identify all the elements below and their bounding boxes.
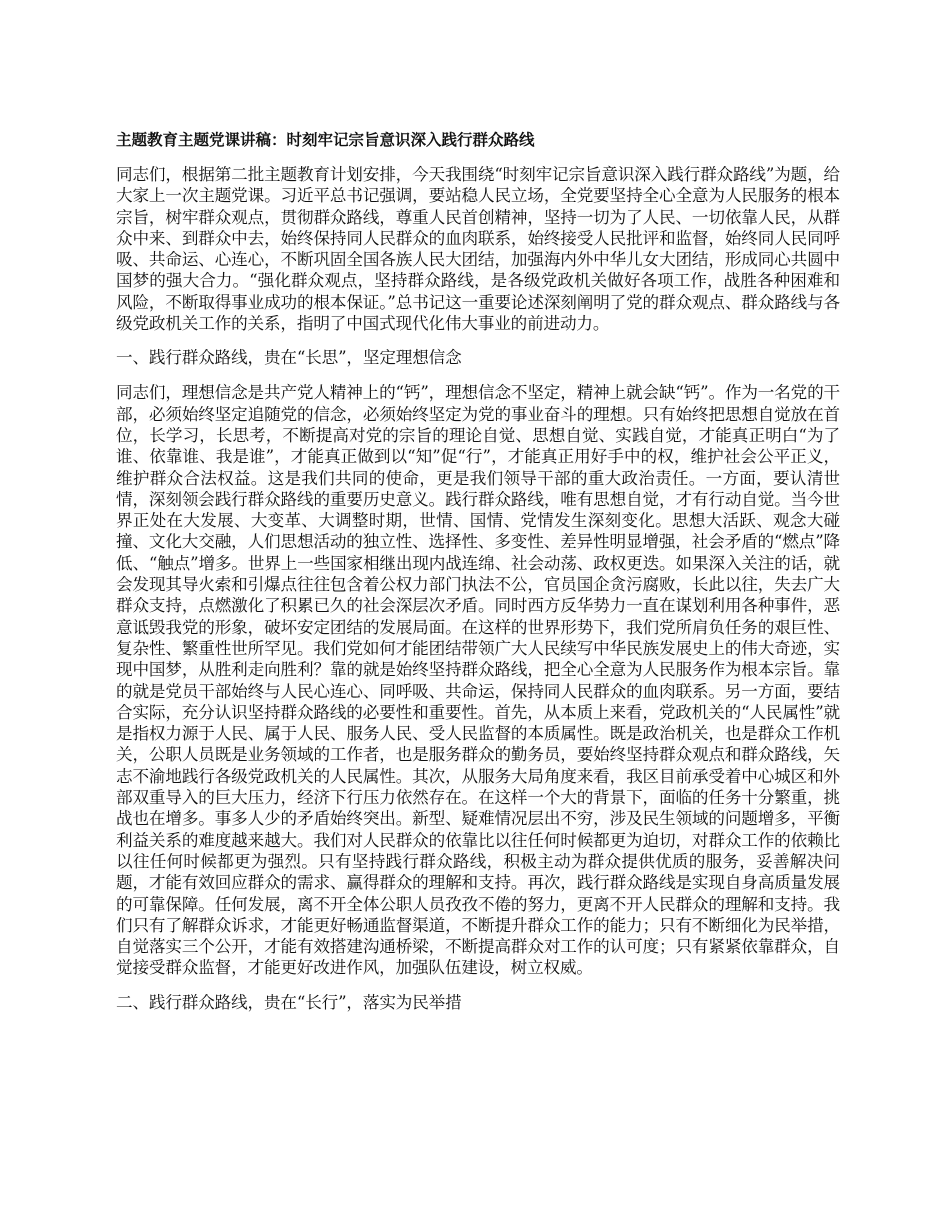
section-1-heading: 一、践行群众路线，贵在“长思”，坚定理想信念: [116, 348, 462, 368]
section-2-heading: 二、践行群众路线，贵在“长行”，落实为民举措: [116, 992, 462, 1012]
document-page: [116, 126, 840, 1027]
document-title: 主题教育主题党课讲稿：时刻牢记宗旨意识深入践行群众路线: [116, 131, 535, 149]
intro-paragraph: 同志们，根据第二批主题教育计划安排，今天我围绕“时刻牢记宗旨意识深入践行群众路线”为题，给大家上一次主题党课。习近平总书记强调，要站稳人民立场，全党要坚持全心全意为人民服务的根本宗旨，树牢群众观点，贯彻群众路线，尊重人民首创精神，坚持一切为了人民、一切依靠人民，从群众中来、到群众中去，始终保持同人民群众的血肉联系，始终接受人民批评和监督，始终同人民同呼吸、共命运、心连心，不断巩固全国各族人民大团结，加强海内外中华儿女大团结，形成同心共圆中国梦的强大合力。“强化群众观点，坚持群众路线，是各级党政机关做好各项工作，战胜各种困难和风险，不断取得事业成功的根本保证。”总书记这一重要论述深刻阐明了党的群众观点、群众路线与各级党政机关工作的关系，指明了中国式现代化伟大事业的前进动力。: [116, 165, 840, 334]
section-1-paragraph: 同志们，理想信念是共产党人精神上的“钙”，理想信念不坚定，精神上就会缺“钙”。作为一名党的干部，必须始终坚定追随党的信念，必须始终坚定为党的事业奋斗的理想。只有始终把思想自觉放在首位，长学习，长思考，不断提高对党的宗旨的理论自觉、思想自觉、实践自觉，才能真正明白“为了谁、依靠谁、我是谁”，才能真正做到以“知”促“行”，才能真正用好手中的权，维护社会公平正义，维护群众合法权益。这是我们共同的使命，更是我们领导干部的重大政治责任。一方面，要认清世情，深刻领会践行群众路线的重要历史意义。践行群众路线，唯有思想自觉，才有行动自觉。当今世界正处在大发展、大变革、大调整时期，世情、国情、党情发生深刻变化。思想大活跃、观念大碰撞、文化大交融，人们思想活动的独立性、选择性、多变性、差异性明显增强，社会矛盾的“燃点”降低、“触点”增多。世界上一些国家相继出现内战连绵、社会动荡、政权更迭。如果深入关注的话，就会发现其导火索和引爆点往往包含着公权力部门执法不公，官员国企贪污腐败，长此以往，失去广大群众支持，点燃激化了积累已久的社会深层次矛盾。同时西方反华势力一直在谋划利用各种事件，恶意诋毁我党的形象，破坏安定团结的发展局面。在这样的世界形势下，我们党所肩负任务的艰巨性、复杂性、繁重性世所罕见。我们党如何才能团结带领广大人民续写中华民族发展史上的伟大奇迹，实现中国梦，从胜利走向胜利？靠的就是始终坚持群众路线，把全心全意为人民服务作为根本宗旨。靠的就是党员干部始终与人民心连心、同呼吸、共命运，保持同人民群众的血肉联系。另一方面，要结合实际，充分认识坚持群众路线的必要性和重要性。首先，从本质上来看，党政机关的“人民属性”就是指权力源于人民、属于人民、服务人民、受人民监督的本质属性。既是政治机关，也是群众工作机关，公职人员既是业务领域的工作者，也是服务群众的勤务员，要始终坚持群众观点和群众路线，矢志不渝地践行各级党政机关的人民属性。其次，从服务大局角度来看，我区目前承受着中心城区和外部双重导入的巨大压力，经济下行压力依然存在。在这样一个大的背景下，面临的任务十分繁重，挑战也在增多。事多人少的矛盾始终突出。新型、疑难情况层出不穷，涉及民生领域的问题增多，平衡利益关系的难度越来越大。我们对人民群众的依靠比以往任何时候都更为迫切，对群众工作的依赖比以往任何时候都更为强烈。只有坚持践行群众路线，积极主动为群众提供优质的服务，妥善解决问题，才能有效回应群众的需求、赢得群众的理解和支持。再次，践行群众路线是实现自身高质量发展的可靠保障。任何发展，离不开全体公职人员孜孜不倦的努力，更离不开人民群众的理解和支持。我们只有了解群众诉求，才能更好畅通监督渠道，不断提升群众工作的能力；只有不断细化为民举措，自觉落实三个公开，才能有效搭建沟通桥梁，不断提高群众对工作的认可度；只有紧紧依靠群众，自觉接受群众监督，才能更好改进作风，加强队伍建设，树立权威。: [116, 383, 840, 978]
